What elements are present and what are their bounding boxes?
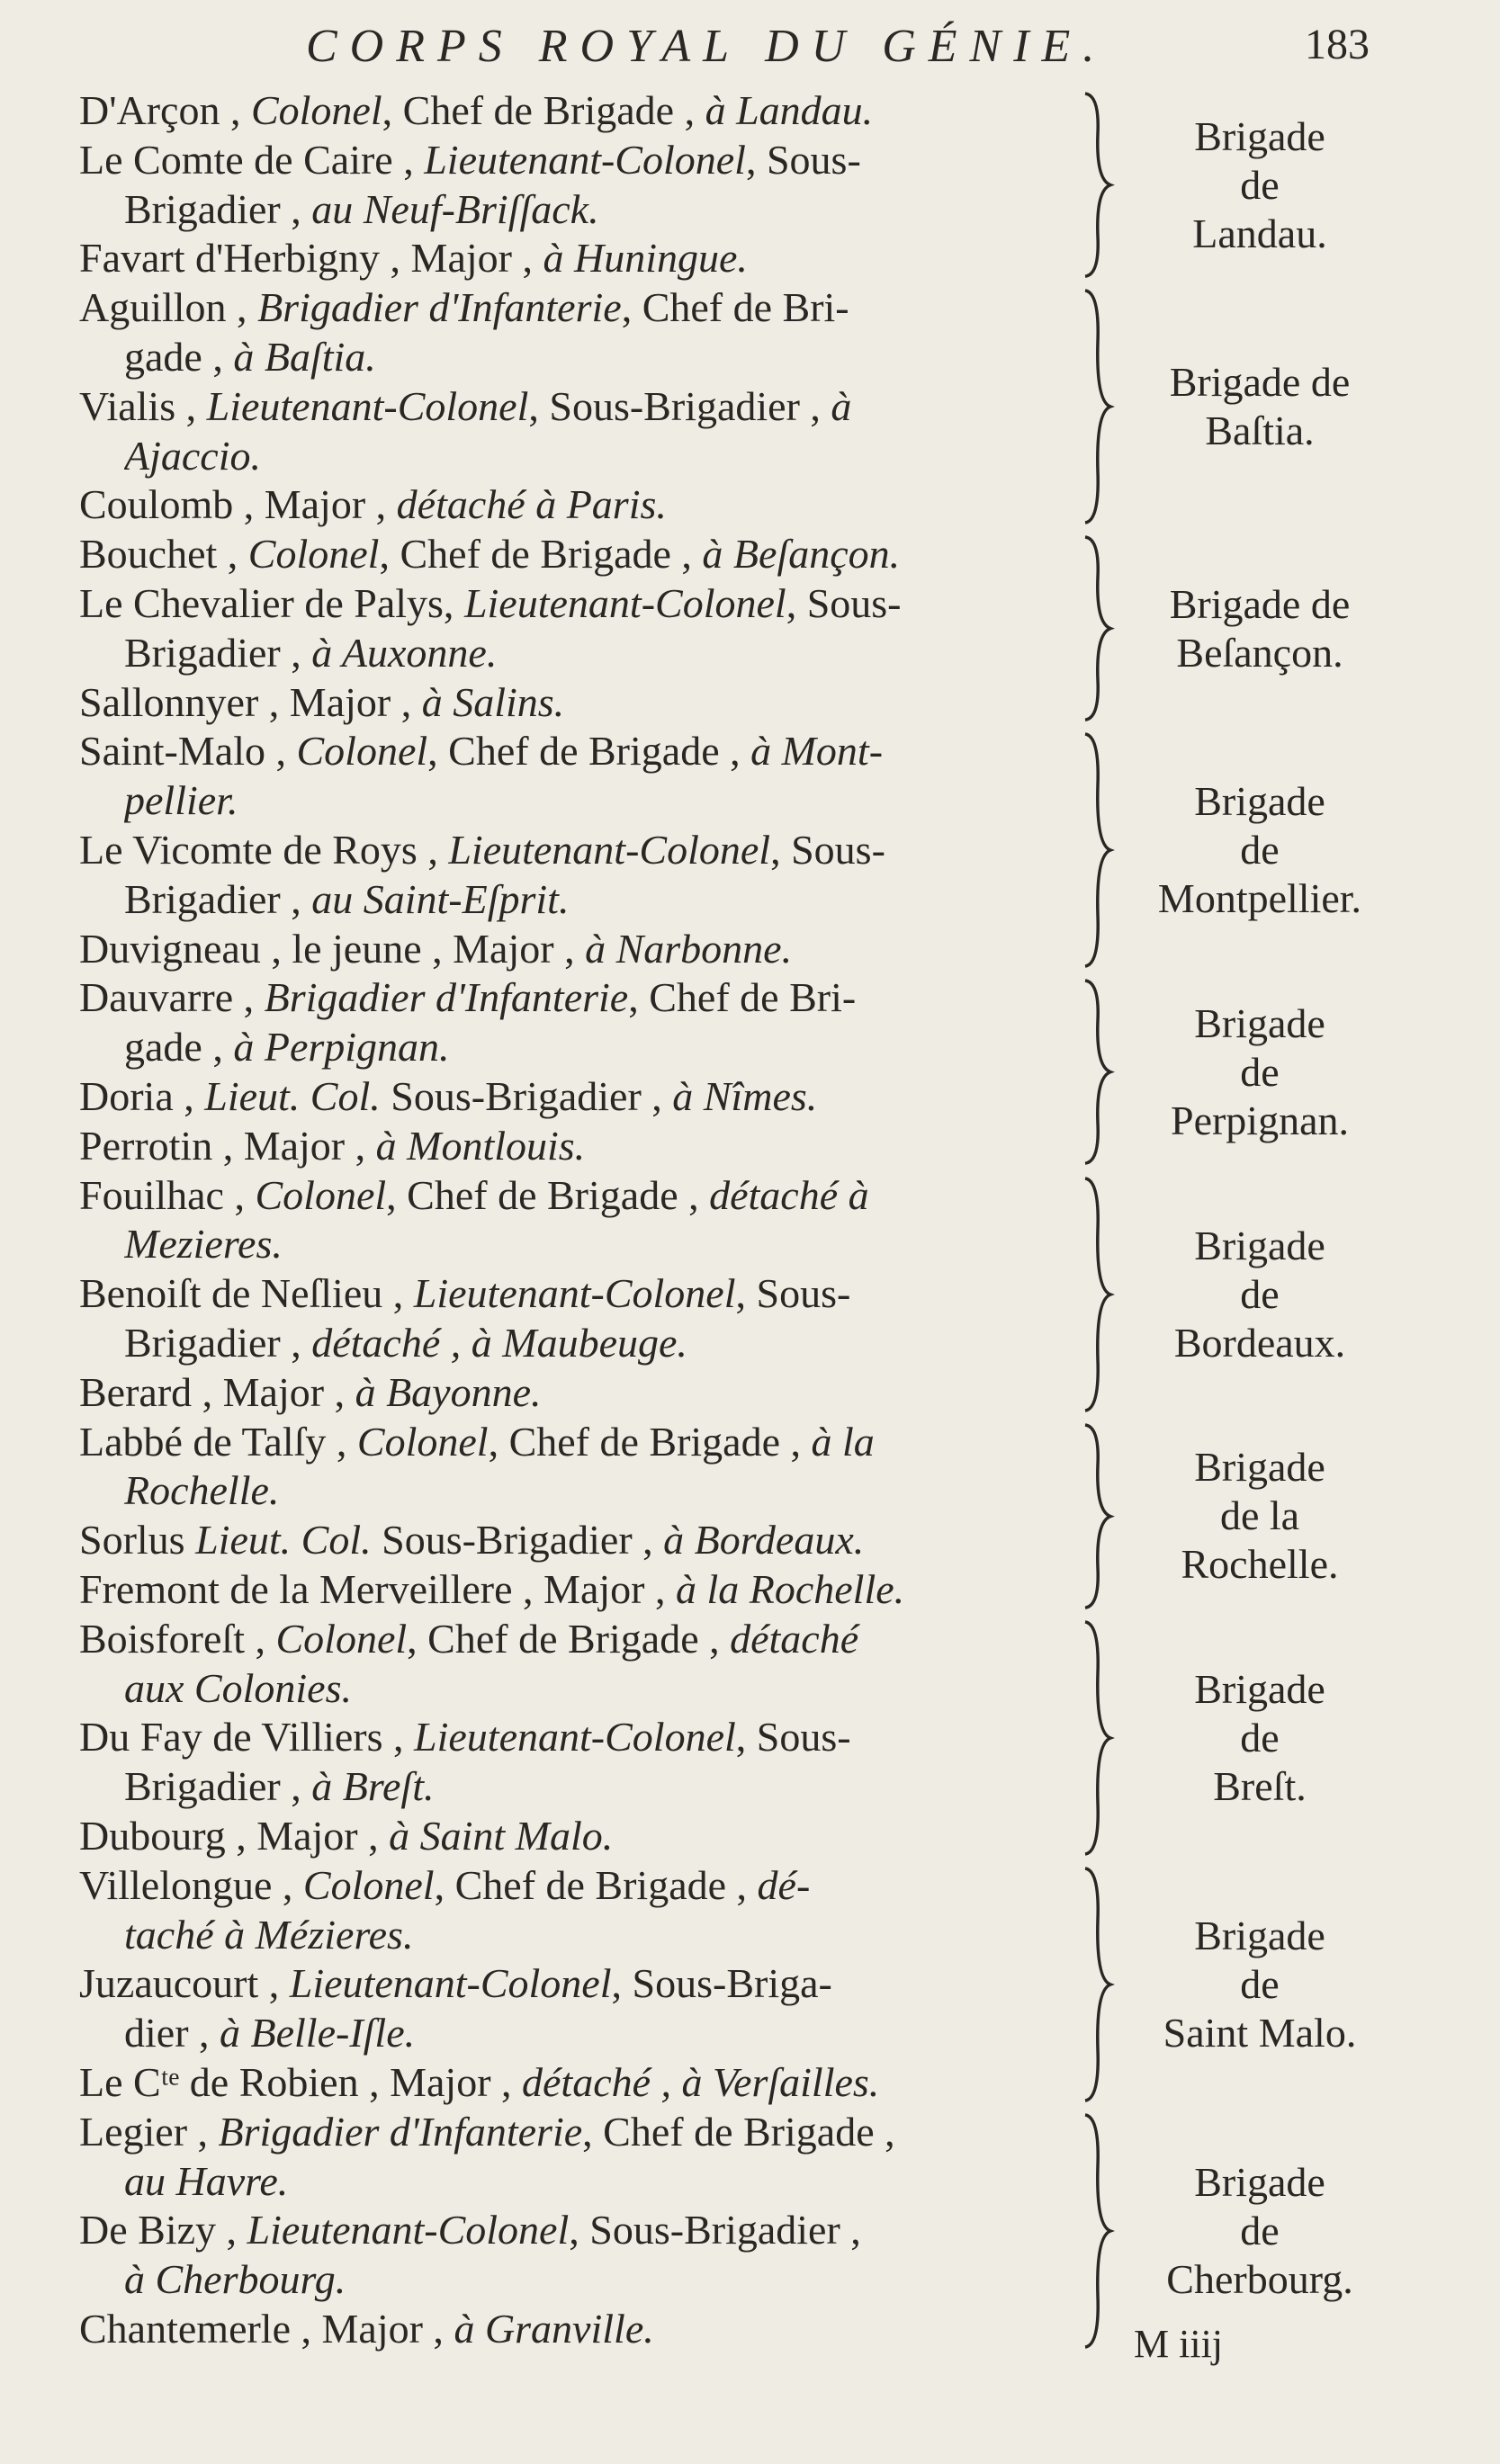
- page-number: 183: [1305, 21, 1370, 68]
- italic-text: au Neuf-Briſſack.: [311, 185, 599, 232]
- italic-text: Colonel: [356, 1418, 489, 1465]
- brace-icon: [1080, 92, 1118, 278]
- italic-text: Lieutenant-Colonel: [463, 580, 786, 626]
- italic-text: Lieut. Col.: [195, 1517, 372, 1564]
- brigade-label-line: Brigade: [1194, 1912, 1325, 1958]
- brace-icon: [1080, 2113, 1118, 2349]
- entry-line: [124, 1023, 1141, 1071]
- roman-text: , Sous-Brigadier ,: [569, 2207, 861, 2253]
- italic-text: à Bayonne.: [355, 1368, 542, 1415]
- running-title: CORPS ROYAL DU GÉNIE.: [306, 21, 1108, 72]
- italic-text: Brigadier d'Infanterie: [257, 284, 622, 331]
- roman-text: Perrotin , Major ,: [79, 1122, 376, 1169]
- roman-text: Brigadier ,: [124, 1320, 312, 1366]
- brigade-label-line: Brigade: [1194, 2158, 1325, 2205]
- roman-text: Doria ,: [79, 1073, 205, 1119]
- roman-text: Le Chevalier de Palys,: [79, 580, 464, 626]
- page-header: [0, 20, 1500, 74]
- roman-text: , Sous-: [770, 827, 885, 873]
- roman-text: Sous-Brigadier ,: [380, 1073, 673, 1119]
- italic-text: à Nîmes.: [672, 1073, 818, 1119]
- roman-text: Labbé de Talſy ,: [79, 1418, 357, 1465]
- roman-text: Villelongue ,: [79, 1861, 303, 1908]
- brace-icon: [1080, 732, 1118, 968]
- brigade-label-line: Brigade: [1194, 112, 1325, 159]
- brigade-label-line: de: [1240, 1270, 1280, 1317]
- brigade-label-line: Montpellier.: [1157, 875, 1362, 922]
- italic-text: à Perpignan.: [233, 1024, 450, 1071]
- roman-text: , Sous-Brigadier ,: [528, 382, 831, 429]
- entry-line: [79, 1812, 1096, 1860]
- brigade-label-line: de: [1240, 1960, 1280, 2007]
- brigade-label: [1125, 999, 1395, 1145]
- italic-text: dé-: [757, 1861, 811, 1908]
- roman-text: Sous-Brigadier ,: [371, 1517, 664, 1564]
- italic-text: détaché à Paris.: [396, 481, 667, 528]
- entry-line: [124, 185, 1141, 234]
- entry-line: [79, 382, 1096, 431]
- brigade-label: [1125, 1222, 1395, 1367]
- brigade-label-line: Beſançon.: [1176, 629, 1343, 676]
- brigade-label-line: Brigade: [1194, 1444, 1325, 1491]
- italic-text: à Auxonne.: [311, 629, 498, 676]
- brigade-label-line: Brigade: [1194, 778, 1325, 825]
- roman-text: Berard , Major ,: [79, 1368, 355, 1415]
- roman-text: , Chef de Bri-: [621, 284, 849, 331]
- italic-text: à Narbonne.: [585, 925, 793, 972]
- roman-text: dier ,: [124, 2010, 220, 2056]
- italic-text: à Bordeaux.: [663, 1517, 865, 1564]
- roman-text: , Chef de Brigade ,: [434, 1861, 758, 1908]
- entry-line: [79, 480, 1096, 529]
- roman-text: Aguillon ,: [79, 284, 258, 331]
- entry-line: [79, 1713, 1096, 1761]
- entry-line: [79, 234, 1096, 282]
- brigade-label: [1125, 112, 1395, 258]
- brace-icon: [1080, 1867, 1118, 2102]
- brace-icon: [1080, 289, 1118, 524]
- brigade-label-line: Brigade de: [1169, 359, 1351, 406]
- roman-text: gade ,: [124, 1024, 234, 1071]
- brace-icon: [1080, 1177, 1118, 1412]
- italic-text: taché à Mézieres.: [124, 1911, 414, 1958]
- entry-line: [79, 1959, 1096, 2008]
- roman-text: , Sous-: [745, 136, 861, 183]
- roman-text: Duvigneau , le jeune , Major ,: [79, 925, 586, 972]
- italic-text: Brigadier d'Infanterie: [218, 2108, 583, 2155]
- entry-line: [124, 2157, 1141, 2206]
- brigade-label-line: Brigade: [1194, 1222, 1325, 1268]
- roman-text: Dauvarre ,: [79, 974, 265, 1021]
- roman-text: gade ,: [124, 334, 234, 380]
- brigade-label: [1125, 1443, 1395, 1589]
- brigade-label-line: Perpignan.: [1170, 1098, 1349, 1143]
- entry-line: [79, 1269, 1096, 1318]
- entry-line: [79, 1368, 1096, 1417]
- italic-text: Lieutenant-Colonel: [289, 1960, 612, 2007]
- roman-text: , Sous-Briga-: [611, 1960, 832, 2007]
- roman-text: Vialis ,: [79, 382, 207, 429]
- roman-text: Chantemerle , Major ,: [79, 2306, 454, 2352]
- italic-text: à Cherbourg.: [124, 2256, 346, 2303]
- roman-text: , Chef de Brigade ,: [379, 531, 703, 578]
- italic-text: Colonel: [250, 87, 382, 133]
- italic-text: Lieutenant-Colonel: [247, 2207, 570, 2253]
- entry-line: [124, 432, 1141, 480]
- roman-text: Benoiſt de Neſlieu ,: [79, 1270, 414, 1317]
- roman-text: , Chef de Brigade ,: [407, 1615, 731, 1662]
- entry-line: [79, 2108, 1096, 2156]
- brigade-label-line: Baſtia.: [1205, 408, 1315, 454]
- roman-text: Favart d'Herbigny , Major ,: [79, 235, 543, 282]
- roman-text: , Chef de Brigade ,: [582, 2108, 895, 2155]
- roman-text: Du Fay de Villiers ,: [79, 1714, 415, 1761]
- brigade-label-line: Rochelle.: [1181, 1541, 1339, 1588]
- roman-text: Dubourg , Major ,: [79, 1813, 390, 1859]
- roman-text: Le Vicomte de Roys ,: [79, 827, 449, 873]
- brigade-label: [1125, 777, 1395, 923]
- italic-text: Colonel: [275, 1615, 408, 1662]
- entry-line: [79, 2206, 1096, 2254]
- roman-text: Sallonnyer , Major ,: [79, 678, 422, 725]
- italic-text: à Breſt.: [311, 1763, 435, 1810]
- entry-line: [124, 333, 1141, 381]
- brigade-label-line: Brigade: [1194, 1665, 1325, 1712]
- entry-line: [124, 1466, 1141, 1515]
- italic-text: à Salins.: [421, 678, 565, 725]
- brace-icon: [1080, 1620, 1118, 1856]
- roman-text: D'Arçon ,: [79, 87, 251, 133]
- entry-line: [79, 1861, 1096, 1910]
- roman-text: , Chef de Brigade ,: [427, 728, 751, 775]
- entry-line: [124, 776, 1141, 825]
- entry-line: [79, 136, 1096, 184]
- entry-line: [79, 2058, 1096, 2107]
- italic-text: Rochelle.: [124, 1467, 280, 1514]
- italic-text: Mezieres.: [124, 1221, 283, 1268]
- entry-line: [79, 579, 1096, 628]
- brigade-label-line: de: [1240, 1714, 1280, 1761]
- italic-text: à Beſançon.: [702, 531, 901, 578]
- italic-text: Colonel: [247, 531, 380, 578]
- brigade-label-line: de: [1240, 161, 1280, 208]
- roman-text: Bouchet ,: [79, 531, 248, 578]
- brigade-label: [1125, 1912, 1395, 2057]
- entry-line: [79, 283, 1096, 332]
- italic-text: à Mont-: [750, 728, 884, 775]
- roman-text: Brigadier ,: [124, 185, 312, 232]
- entry-line: [79, 973, 1096, 1022]
- entry-line: [79, 925, 1096, 973]
- roman-text: Brigadier ,: [124, 875, 312, 922]
- entry-line: [79, 1418, 1096, 1466]
- brace-icon: [1080, 1423, 1118, 1609]
- entry-line: [79, 530, 1096, 578]
- entry-line: [79, 1072, 1096, 1121]
- roman-text: Brigadier ,: [124, 1763, 312, 1810]
- entry-line: [124, 629, 1141, 677]
- roman-text: Le Comte de Caire ,: [79, 136, 425, 183]
- roman-text: Fouilhac ,: [79, 1171, 256, 1218]
- italic-text: à Belle-Iſle.: [220, 2010, 416, 2056]
- brace-icon: [1080, 535, 1118, 721]
- italic-text: Lieutenant-Colonel: [424, 136, 746, 183]
- entry-line: [79, 826, 1096, 874]
- brigade-label-line: Cherbourg.: [1166, 2255, 1353, 2302]
- italic-text: détaché , à Verſailles.: [522, 2059, 880, 2105]
- roman-text: Fremont de la Merveillere , Major ,: [79, 1566, 676, 1612]
- italic-text: Colonel: [296, 728, 428, 775]
- italic-text: au Havre.: [124, 2157, 289, 2204]
- italic-text: à Baſtia.: [233, 334, 376, 380]
- brigade-label-line: Brigade: [1194, 1000, 1325, 1046]
- roman-text: Coulomb , Major ,: [79, 481, 397, 528]
- entry-line: [79, 1122, 1096, 1170]
- brace-icon: [1080, 979, 1118, 1165]
- italic-text: pellier.: [124, 777, 238, 824]
- roman-text: , Chef de Brigade ,: [386, 1171, 710, 1218]
- brigade-label-line: de: [1240, 827, 1280, 874]
- roman-text: , Chef de Bri-: [628, 974, 857, 1021]
- italic-text: détaché , à Maubeuge.: [311, 1320, 687, 1366]
- italic-text: à Montlouis.: [375, 1122, 586, 1169]
- italic-text: à Granville.: [454, 2306, 654, 2352]
- italic-text: Lieutenant-Colonel: [448, 827, 771, 873]
- roman-text: , Chef de Brigade ,: [382, 87, 705, 133]
- brigade-label: [1125, 1665, 1395, 1811]
- brigade-label-line: de: [1240, 1049, 1280, 1095]
- italic-text: Colonel: [302, 1861, 435, 1908]
- entry-line: [79, 1516, 1096, 1564]
- entry-line: [79, 1171, 1096, 1220]
- roman-text: Saint-Malo ,: [79, 728, 297, 775]
- italic-text: à Huningue.: [543, 235, 748, 282]
- italic-text: à Saint Malo.: [389, 1813, 614, 1859]
- brigade-label: [1125, 580, 1395, 677]
- roman-text: Sorlus: [79, 1517, 196, 1564]
- brigade-label-line: de: [1240, 2207, 1280, 2253]
- entry-line: [79, 2305, 1096, 2353]
- entry-line: [124, 1911, 1141, 1959]
- roman-text: Juzaucourt ,: [79, 1960, 290, 2007]
- entry-line: [124, 2255, 1141, 2304]
- signature-mark: M iiij: [1134, 2322, 1224, 2366]
- entry-line: [79, 727, 1096, 775]
- roman-text: , Chef de Brigade ,: [488, 1418, 812, 1465]
- entry-line: [79, 1565, 1096, 1614]
- italic-text: Lieutenant-Colonel: [206, 382, 529, 429]
- italic-text: au Saint-Eſprit.: [311, 875, 570, 922]
- roman-text: De Bizy ,: [79, 2207, 247, 2253]
- italic-text: détaché: [730, 1615, 859, 1662]
- brigade-label: [1125, 358, 1395, 455]
- entry-line: [124, 2009, 1141, 2057]
- italic-text: Lieutenant-Colonel: [413, 1270, 736, 1317]
- italic-text: Lieutenant-Colonel: [414, 1714, 736, 1761]
- brigade-label-line: Brigade de: [1169, 580, 1351, 627]
- roman-text: , Sous-: [735, 1714, 851, 1761]
- entry-line: [79, 86, 1096, 135]
- entry-line: [124, 1220, 1141, 1268]
- entry-line: [124, 875, 1141, 924]
- entry-line: [124, 1762, 1141, 1811]
- brigade-label-line: de la: [1219, 1492, 1300, 1539]
- entry-line: [124, 1664, 1141, 1713]
- roman-text: Boisforeſt ,: [79, 1615, 276, 1662]
- italic-text: à la Rochelle.: [675, 1566, 905, 1612]
- italic-text: à la: [811, 1418, 875, 1465]
- italic-text: à: [831, 382, 852, 429]
- roman-text: , Sous-: [786, 580, 902, 626]
- italic-text: Ajaccio.: [124, 432, 261, 479]
- brigade-label: [1125, 2158, 1395, 2304]
- roman-text: Legier ,: [79, 2108, 219, 2155]
- brigade-label-line: Bordeaux.: [1173, 1319, 1346, 1366]
- roman-text: Le Cᵗᵉ de Robien , Major ,: [79, 2059, 523, 2105]
- italic-text: Lieut. Col.: [204, 1073, 381, 1119]
- italic-text: Colonel: [255, 1171, 387, 1218]
- roman-text: , Sous-: [735, 1270, 851, 1317]
- italic-text: à Landau.: [705, 87, 874, 133]
- italic-text: aux Colonies.: [124, 1664, 352, 1711]
- brigade-label-line: Saint Malo.: [1163, 2009, 1357, 2056]
- brigade-label-line: Breſt.: [1213, 1762, 1307, 1809]
- roman-text: Brigadier ,: [124, 629, 312, 676]
- brigade-label-line: Landau.: [1192, 210, 1327, 256]
- entry-line: [79, 1615, 1096, 1663]
- italic-text: détaché à: [709, 1171, 869, 1218]
- entry-line: [79, 678, 1096, 727]
- entry-line: [124, 1319, 1141, 1367]
- italic-text: Brigadier d'Infanterie: [264, 974, 629, 1021]
